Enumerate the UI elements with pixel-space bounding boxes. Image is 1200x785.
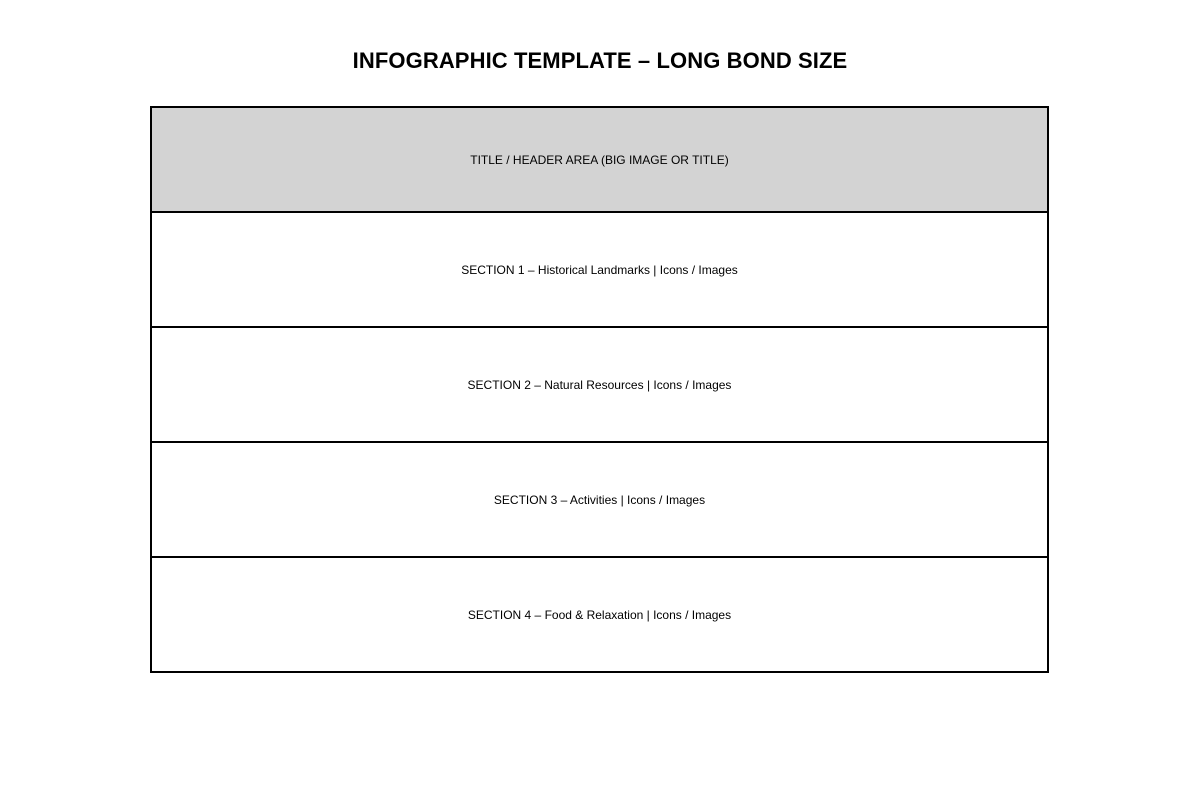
- page-title: INFOGRAPHIC TEMPLATE – LONG BOND SIZE: [352, 48, 848, 73]
- section-1-row: [152, 213, 1047, 328]
- section-2-label: SECTION 2 – Natural Resources | Icons / Images: [467, 377, 732, 392]
- section-4-row: [152, 558, 1047, 671]
- header-area-row: [152, 108, 1047, 213]
- section-1-label: SECTION 1 – Historical Landmarks | Icons / Images: [461, 262, 738, 277]
- section-3-label: SECTION 3 – Activities | Icons / Images: [493, 492, 706, 507]
- infographic-layout-table: [150, 106, 1049, 673]
- section-3-row: [152, 443, 1047, 558]
- header-area-label: TITLE / HEADER AREA (BIG IMAGE OR TITLE): [470, 152, 729, 167]
- section-4-label: SECTION 4 – Food & Relaxation | Icons / Images: [467, 607, 732, 622]
- section-2-row: [152, 328, 1047, 443]
